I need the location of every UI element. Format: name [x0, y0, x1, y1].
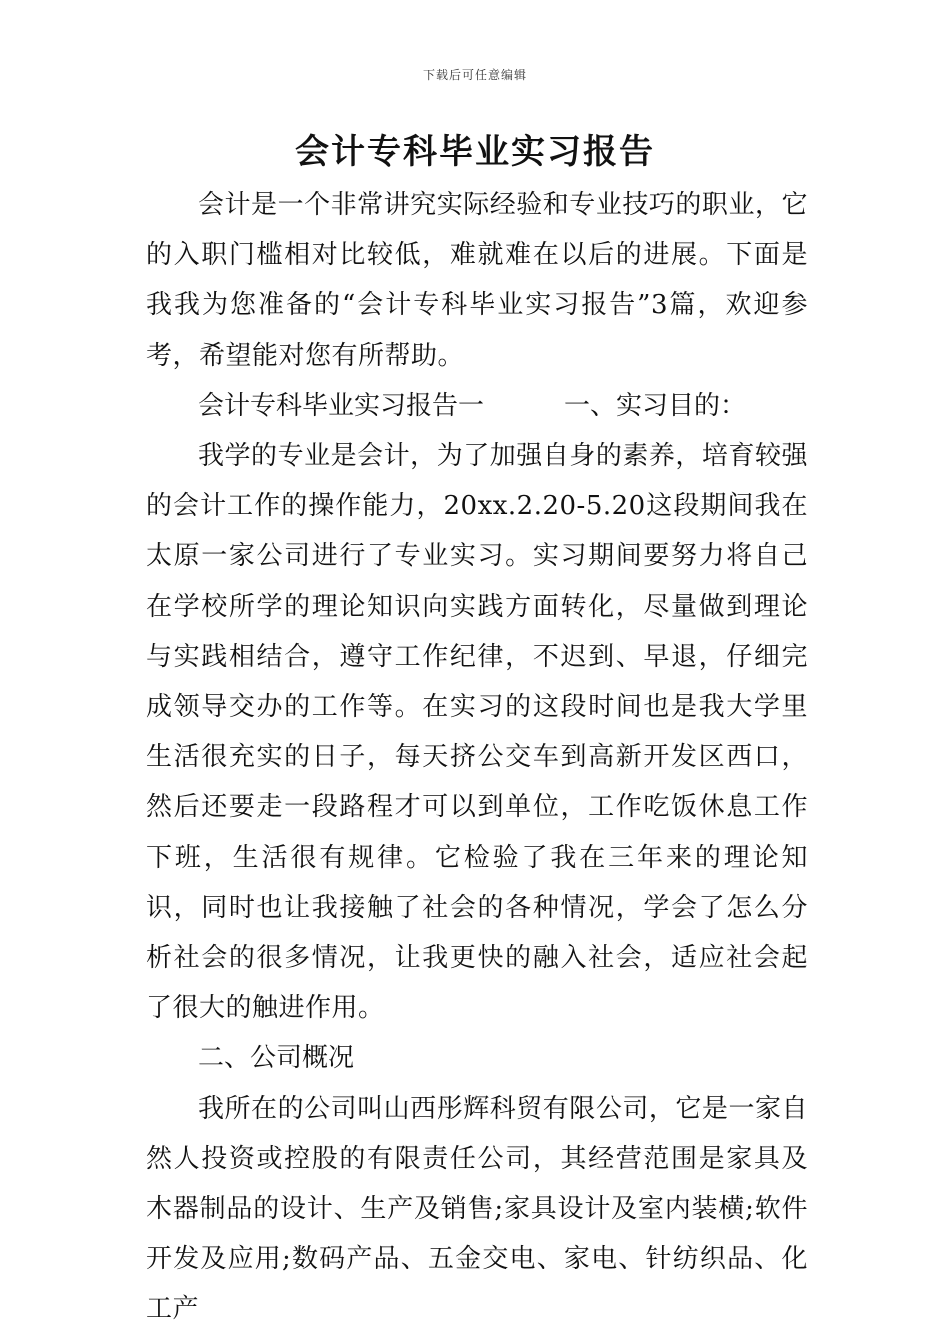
intro-paragraph: 会计是一个非常讲究实际经验和专业技巧的职业，它的入职门槛相对比较低，难就难在以后的进展。下面是我我为您准备的“会计专科毕业实习报告”3篇，欢迎参考，希望能对您有所帮助。: [146, 190, 808, 371]
report-heading: 会计专科毕业实习报告一: [198, 390, 485, 421]
section2-paragraph: 我所在的公司叫山西彤辉科贸有限公司，它是一家自然人投资或控股的有限责任公司，其经营范围是家具及木器制品的设计、生产及销售;家具设计及室内装横;软件开发及应用;数码产品、五金交电、家电、针纺织品、化工产: [146, 1093, 808, 1325]
document-title: 会计专科毕业实习报告: [295, 132, 655, 172]
header-note: 下载后可任意编辑: [422, 68, 527, 82]
document-body: [146, 180, 808, 1335]
report-heading-line: [146, 381, 808, 431]
section1-paragraph: 我学的专业是会计，为了加强自身的素养，培育较强的会计工作的操作能力，20xx.2.20-5.20这段期间我在太原一家公司进行了专业实习。实习期间要努力将自己在学校所学的理论知识向实践方面转化，尽量做到理论与实践相结合，遵守工作纪律，不迟到、早退，仔细完成领导交办的工作等。在实习的这段时间也是我大学里生活很充实的日子，每天挤公交车到高新开发区西口，然后还要走一段路程才可以到单位，工作吃饭休息工作下班，生活很有规律。它检验了我在三年来的理论知识，同时也让我接触了社会的各种情况，学会了怎么分析社会的很多情况，让我更快的融入社会，适应社会起了很大的触进作用。: [146, 441, 808, 1024]
section2-heading: 二、公司概况: [198, 1043, 355, 1074]
section1-heading: 一、实习目的：: [564, 390, 747, 421]
